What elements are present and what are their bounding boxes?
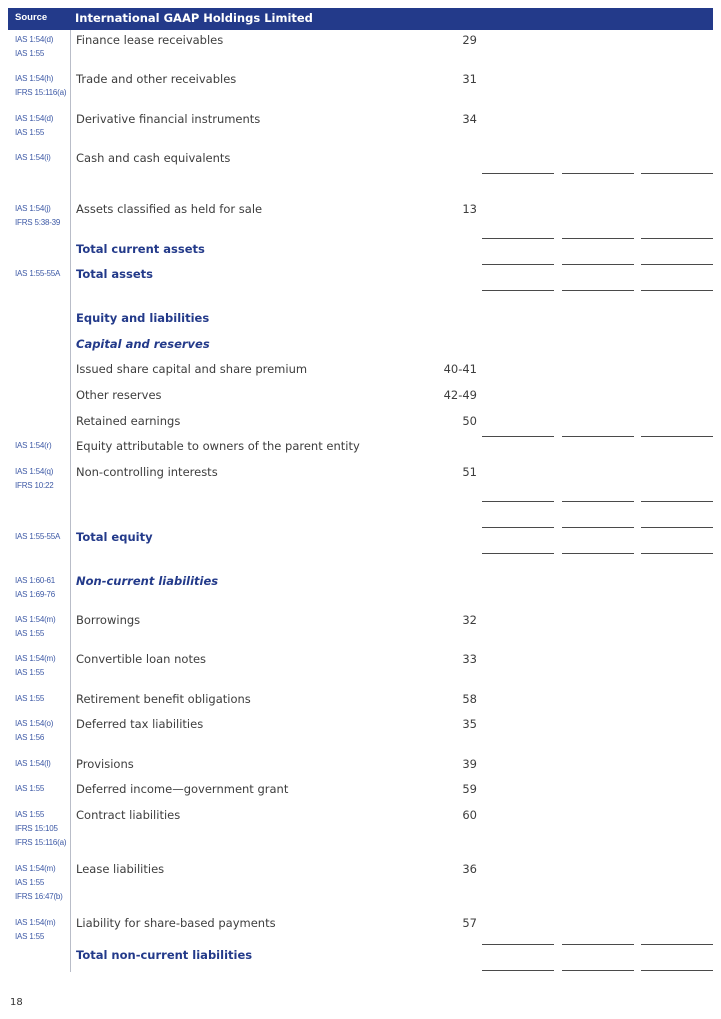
source-reference-line: IAS 1:54(h): [15, 74, 54, 83]
line-item-label: Retained earnings: [76, 414, 181, 428]
amount-underline: [562, 970, 634, 971]
line-item-label: Contract liabilities: [76, 808, 181, 822]
source-reference-line: IFRS 15:116(a): [15, 88, 67, 97]
line-item-label: Deferred income—government grant: [76, 782, 289, 796]
note-reference: 59: [462, 782, 477, 796]
source-reference-line: IAS 1:54(i): [15, 153, 51, 162]
source-reference-line: IAS 1:56: [15, 733, 45, 742]
source-reference: [15, 530, 60, 544]
line-item-label: Other reserves: [76, 388, 162, 402]
source-reference-line: IAS 1:54(m): [15, 615, 56, 624]
source-reference: [15, 202, 60, 230]
source-reference-line: IFRS 15:105: [15, 824, 58, 833]
source-reference: [15, 574, 55, 602]
column-divider: [70, 30, 71, 972]
amount-underline: [641, 970, 713, 971]
line-item-label: Equity attributable to owners of the parent entity: [76, 439, 360, 453]
amount-underline: [641, 173, 713, 174]
line-item-label: Assets classified as held for sale: [76, 202, 263, 216]
amount-underline: [562, 553, 634, 554]
source-reference: [15, 692, 44, 706]
source-reference-line: IAS 1:54(l): [15, 759, 51, 768]
company-title: International GAAP Holdings Limited: [75, 11, 313, 25]
source-reference: [15, 613, 55, 641]
source-reference-line: IFRS 15:116(a): [15, 838, 67, 847]
amount-underline: [641, 264, 713, 265]
source-reference-line: IAS 1:55: [15, 810, 45, 819]
source-reference-line: IAS 1:54(q): [15, 467, 54, 476]
line-item-label: Non-current liabilities: [76, 574, 219, 588]
source-reference-line: IAS 1:55: [15, 932, 45, 941]
source-reference-line: IAS 1:55: [15, 668, 45, 677]
note-reference: 57: [462, 916, 477, 930]
source-reference-line: IAS 1:54(m): [15, 864, 56, 873]
source-reference-line: IAS 1:54(r): [15, 441, 52, 450]
note-reference: 39: [462, 757, 477, 771]
amount-underline: [482, 944, 554, 945]
source-reference-line: IFRS 16:47(b): [15, 892, 63, 901]
source-reference-line: IAS 1:54(m): [15, 918, 56, 927]
amount-underline: [562, 501, 634, 502]
amount-underline: [641, 527, 713, 528]
note-reference: 29: [462, 33, 477, 47]
line-item-label: Liability for share-based payments: [76, 916, 276, 930]
amount-underline: [482, 436, 554, 437]
source-reference-line: IAS 1:55-55A: [15, 269, 61, 278]
amount-underline: [562, 527, 634, 528]
line-item-label: Equity and liabilities: [76, 311, 210, 325]
line-item-label: Lease liabilities: [76, 862, 165, 876]
amount-underline: [641, 501, 713, 502]
amount-underline: [641, 944, 713, 945]
line-item-label: Cash and cash equivalents: [76, 151, 231, 165]
amount-underline: [641, 436, 713, 437]
line-item-label: Derivative financial instruments: [76, 112, 261, 126]
line-item-label: Retirement benefit obligations: [76, 692, 251, 706]
amount-underline: [562, 238, 634, 239]
source-reference: [15, 717, 53, 745]
note-reference: 42-49: [443, 388, 477, 402]
note-reference: 32: [462, 613, 477, 627]
amount-underline: [562, 173, 634, 174]
note-reference: 58: [462, 692, 477, 706]
line-item-label: Trade and other receivables: [76, 72, 237, 86]
source-reference: [15, 72, 66, 100]
source-reference: [15, 267, 60, 281]
note-reference: 60: [462, 808, 477, 822]
source-reference-line: IFRS 5:38-39: [15, 218, 61, 227]
source-reference-line: IAS 1:54(d): [15, 35, 54, 44]
source-reference-line: IAS 1:54(j): [15, 204, 51, 213]
source-reference-line: IAS 1:55: [15, 49, 45, 58]
amount-underline: [641, 238, 713, 239]
source-reference: [15, 112, 53, 140]
line-item-label: Non-controlling interests: [76, 465, 218, 479]
source-reference: [15, 652, 55, 680]
line-item-label: Issued share capital and share premium: [76, 362, 308, 376]
line-item-label: Capital and reserves: [76, 337, 210, 351]
amount-underline: [562, 436, 634, 437]
source-reference-line: IAS 1:60-61: [15, 576, 56, 585]
line-item-label: Total current assets: [76, 242, 205, 256]
amount-underline: [562, 290, 634, 291]
source-reference: [15, 916, 55, 944]
amount-underline: [482, 527, 554, 528]
line-item-label: Finance lease receivables: [76, 33, 224, 47]
note-reference: 40-41: [443, 362, 477, 376]
note-reference: 50: [462, 414, 477, 428]
source-reference-line: IFRS 10:22: [15, 481, 54, 490]
line-item-label: Total non-current liabilities: [76, 948, 253, 962]
amount-underline: [641, 553, 713, 554]
amount-underline: [482, 238, 554, 239]
source-reference-line: IAS 1:54(o): [15, 719, 54, 728]
source-reference: [15, 782, 44, 796]
note-reference: 51: [462, 465, 477, 479]
source-reference-line: IAS 1:55: [15, 784, 45, 793]
note-reference: 34: [462, 112, 477, 126]
line-item-label: Borrowings: [76, 613, 141, 627]
source-reference: [15, 862, 63, 904]
source-reference: [15, 465, 53, 493]
source-reference-line: IAS 1:54(m): [15, 654, 56, 663]
source-reference-line: IAS 1:54(d): [15, 114, 54, 123]
source-reference-line: IAS 1:55: [15, 629, 45, 638]
note-reference: 35: [462, 717, 477, 731]
source-reference: [15, 808, 66, 850]
note-reference: 13: [462, 202, 477, 216]
line-item-label: Convertible loan notes: [76, 652, 207, 666]
amount-underline: [562, 264, 634, 265]
amount-underline: [482, 173, 554, 174]
amount-underline: [482, 501, 554, 502]
note-reference: 36: [462, 862, 477, 876]
source-reference-line: IAS 1:55: [15, 878, 45, 887]
source-reference-line: IAS 1:55: [15, 694, 45, 703]
amount-underline: [482, 970, 554, 971]
line-item-label: Provisions: [76, 757, 134, 771]
amount-underline: [482, 553, 554, 554]
line-item-label: Total assets: [76, 267, 154, 281]
source-reference-line: IAS 1:55: [15, 128, 45, 137]
source-reference-line: IAS 1:55-55A: [15, 532, 61, 541]
line-item-label: Total equity: [76, 530, 153, 544]
note-reference: 33: [462, 652, 477, 666]
source-reference: [15, 33, 53, 61]
amount-underline: [482, 264, 554, 265]
amount-underline: [641, 290, 713, 291]
table-header: [8, 8, 713, 30]
source-reference: [15, 757, 51, 771]
source-reference: [15, 439, 51, 453]
note-reference: 31: [462, 72, 477, 86]
source-column-header: Source: [15, 12, 48, 23]
page-number: 18: [10, 997, 23, 1008]
source-reference: [15, 151, 51, 165]
source-reference-line: IAS 1:69-76: [15, 590, 56, 599]
line-item-label: Deferred tax liabilities: [76, 717, 204, 731]
amount-underline: [562, 944, 634, 945]
amount-underline: [482, 290, 554, 291]
